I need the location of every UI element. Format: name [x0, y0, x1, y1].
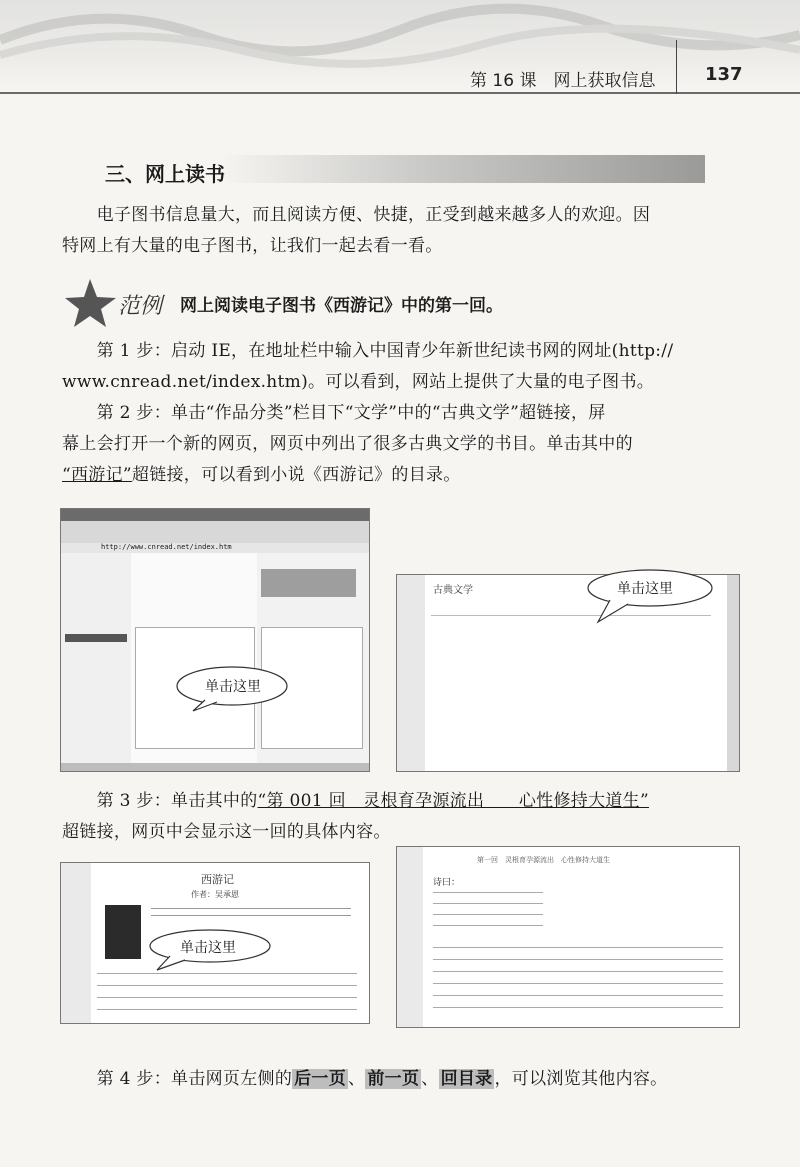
step3-line-1: [62, 786, 649, 817]
xiyouji-author: 作者：吴承恩: [191, 890, 239, 899]
browser-address: http://www.cnread.net/index.htm: [101, 543, 232, 551]
prev-page-button: 前一页: [367, 1069, 420, 1089]
step4-prefix: 第 4 步：单击网页左侧的: [62, 1069, 293, 1089]
screenshot-chapter-content: [396, 846, 740, 1028]
header-divider: [676, 40, 677, 94]
example-label: 范例: [118, 294, 163, 319]
step4-line: [62, 1064, 667, 1095]
lesson-title: 第 16 课 网上获取信息: [470, 71, 656, 91]
example-title: 网上阅读电子图书《西游记》中的第一回。: [180, 296, 503, 316]
step1-line-1: 第 1 步：启动 IE，在地址栏中输入中国青少年新世纪读书网的网址(http://: [62, 341, 674, 361]
step4-suffix: ，可以浏览其他内容。: [494, 1069, 668, 1089]
header-decoration: [0, 0, 800, 70]
intro-line-2: 特网上有大量的电子图书，让我们一起去看一看。: [62, 236, 443, 256]
section-title: 三、网上读书: [105, 162, 225, 186]
step3-line-2: 超链接，网页中会显示这一回的具体内容。: [62, 822, 391, 842]
chapter-first-line: 诗曰：: [433, 878, 461, 888]
back-to-index-button: 回目录: [440, 1069, 493, 1089]
step3-prefix: 第 3 步：单击其中的: [62, 791, 258, 811]
next-page-button: 后一页: [294, 1069, 347, 1089]
step2-line-1: 第 2 步：单击“作品分类”栏目下“文学”中的“古典文学”超链接，屏: [62, 403, 606, 423]
step2-line-3-rest: 超链接，可以看到小说《西游记》的目录。: [131, 465, 461, 485]
xiyouji-page-title: 西游记: [201, 873, 234, 886]
example-star-icon: [60, 275, 175, 330]
step2-line-3: [62, 460, 461, 491]
intro-line-1: 电子图书信息量大，而且阅读方便、快捷，正受到越来越多人的欢迎。因: [62, 205, 651, 225]
chapter-link-text: “第 001 回 灵根育孕源流出 心性修持大道生”: [257, 791, 649, 811]
step2-line-2: 幕上会打开一个新的网页，网页中列出了很多古典文学的书目。单击其中的: [62, 434, 633, 454]
header-rule: [0, 92, 800, 94]
step4-sep-1: 、: [348, 1069, 366, 1089]
xiyouji-link-text: “西游记”: [62, 465, 132, 485]
page-number: 137: [705, 64, 743, 85]
step4-sep-2: 、: [421, 1069, 439, 1089]
screenshot-browser-home: [60, 508, 370, 772]
callout-text-2: 单击这里: [617, 581, 673, 597]
callout-text-1: 单击这里: [205, 679, 261, 695]
step1-line-2: www.cnread.net/index.htm)。可以看到，网站上提供了大量的电子图书。: [62, 372, 655, 392]
callout-text-3: 单击这里: [180, 940, 236, 956]
classic-page-title: 古典文学: [433, 585, 473, 596]
chapter-heading: 第一回 灵根育孕源流出 心性修持大道生: [477, 856, 610, 864]
